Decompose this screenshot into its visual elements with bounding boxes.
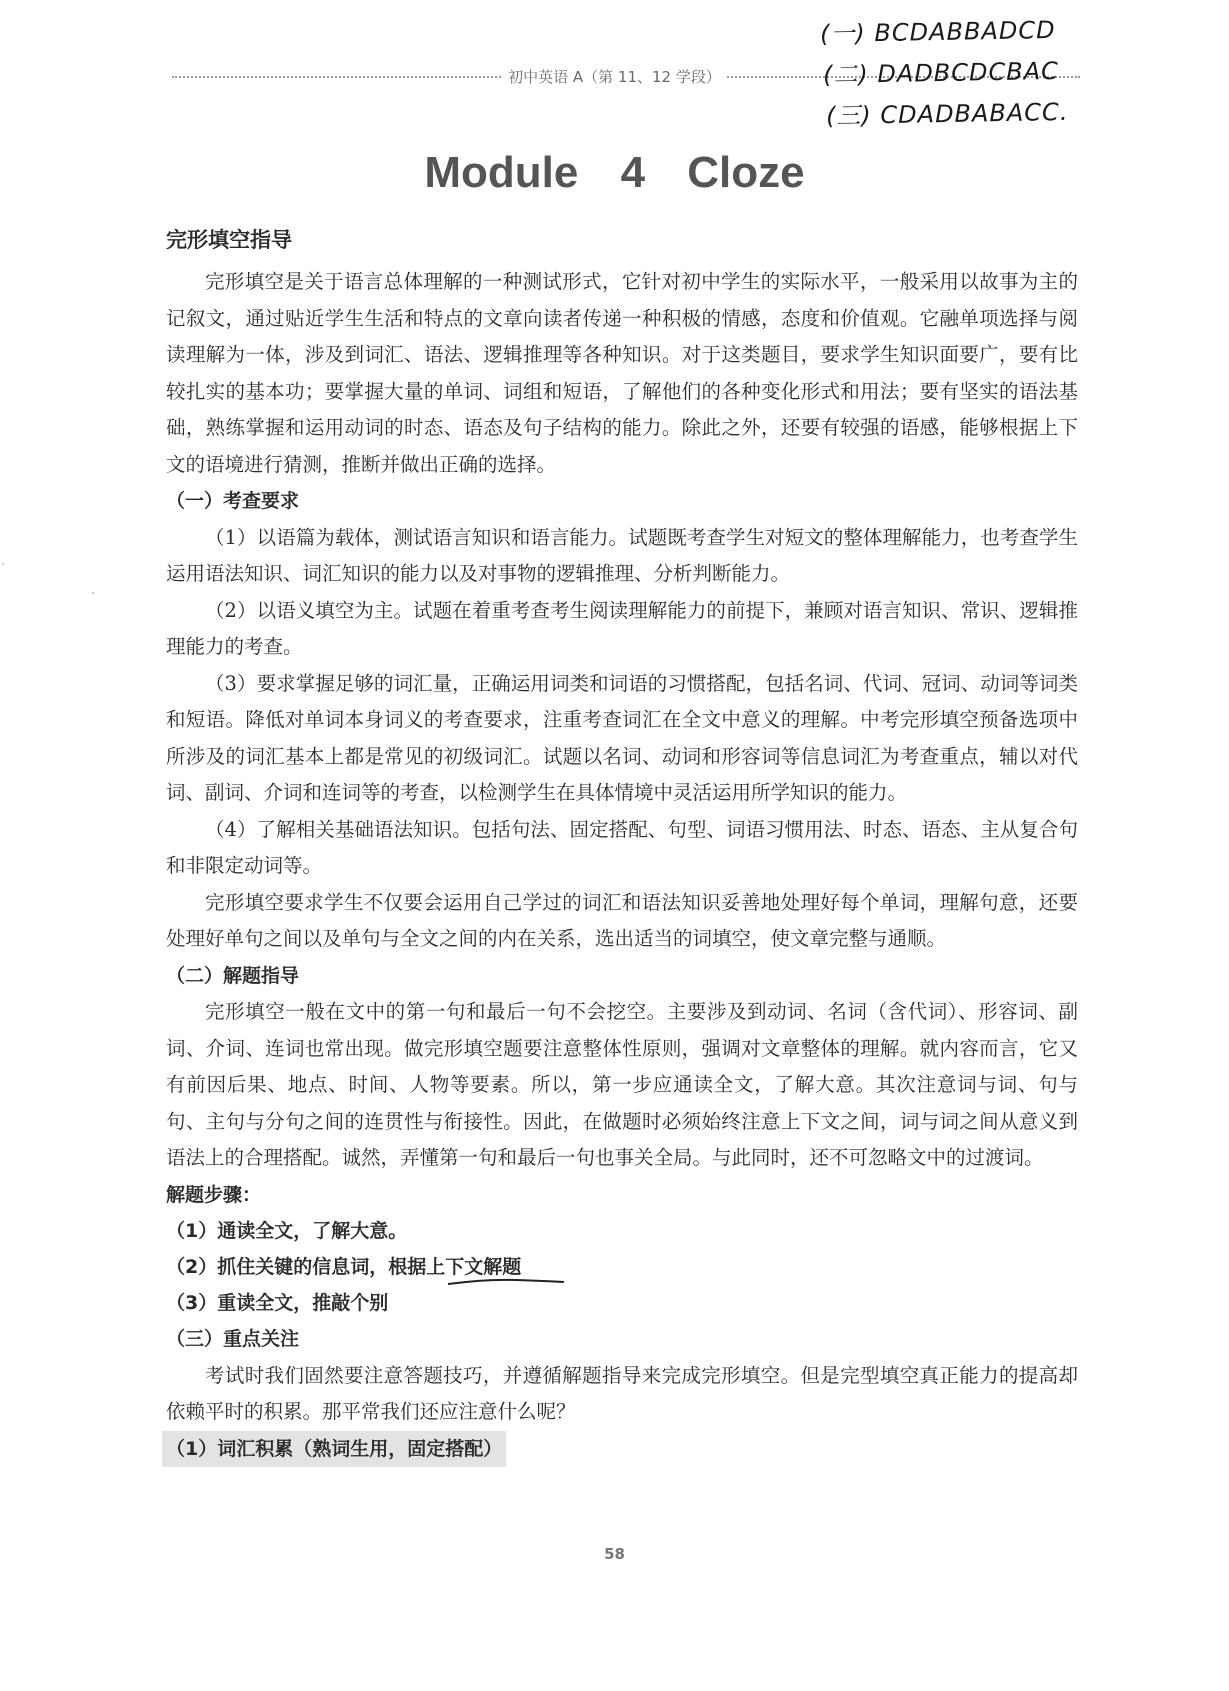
section1-item-1: （1）以语篇为载体，测试语言知识和语言能力。试题既考查学生对短文的整体理解能力，也考查学生运用语法知识、词汇知识的能力以及对事物的逻辑推理、分析判断能力。 [166, 525, 1078, 585]
scan-speck [2, 563, 4, 565]
step-2: （2）抓住关键的信息词，根据上下文解题 [166, 1256, 522, 1278]
highlight-item-row [166, 1431, 1078, 1467]
main-content [166, 224, 1078, 1467]
section1-item-4: （4）了解相关基础语法知识。包括句法、固定搭配、句型、词语习惯用法、时态、语态、主从复合句和非限定动词等。 [166, 817, 1078, 877]
section2-paragraph: 完形填空一般在文中的第一句和最后一句不会挖空。主要涉及到动词、名词（含代词）、形容词、副词、介词、连词也常出现。做完形填空题要注意整体性原则，强调对文章整体的理解。就内容而言，它又有前因后果、地点、时间、人物等要素。所以，第一步应通读全文，了解大意。其次注意词与词、句与句、主句与分句之间的连贯性与衔接性。因此，在做题时必须始终注意上下文之间，词与词之间从意义到语法上的合理搭配。诚然，弄懂第一句和最后一句也事关全局。与此同时，还不可忽略文中的过渡词。 [166, 1000, 1078, 1169]
handwritten-answer-line-3: (三) CDADBABACC. [825, 97, 1069, 131]
steps-heading: 解题步骤： [166, 1183, 262, 1206]
scan-speck [92, 592, 94, 594]
page-title: Module 4 Cloze [424, 148, 805, 197]
step-3: （3）重读全文，推敲个别 [166, 1292, 389, 1314]
guide-heading: 完形填空指导 [166, 228, 292, 252]
section1-item-2: （2）以语义填空为主。试题在着重考查考生阅读理解能力的前提下，兼顾对语言知识、常识、逻辑推理能力的考查。 [166, 598, 1078, 658]
step-2-container [166, 1249, 1078, 1285]
section3-heading: （三）重点关注 [166, 1328, 300, 1350]
highlighted-vocab-item: （1）词汇积累（熟词生用，固定搭配） [162, 1431, 506, 1467]
handwritten-answer-line-2: (二) DADBCDCBAC [822, 56, 1060, 90]
section2-heading: （二）解题指导 [166, 964, 300, 987]
step-1: （1）通读全文，了解大意。 [166, 1220, 408, 1242]
running-header-text: 初中英语 A（第 11、12 学段） [502, 68, 727, 86]
page-number: 58 [604, 1545, 625, 1563]
section1-heading: （一）考查要求 [166, 490, 300, 512]
handwritten-answer-line-1: (一) BCDABBADCD [819, 15, 1056, 49]
pen-underline-mark [446, 1277, 566, 1287]
section3-paragraph: 考试时我们固然要注意答题技巧，并遵循解题指导来完成完形填空。但是完型填空真正能力的提高却依赖平时的积累。那平常我们还应注意什么呢？ [166, 1363, 1078, 1423]
step-2-wrap [166, 1249, 521, 1285]
section1-item-3: （3）要求掌握足够的词汇量，正确运用词类和词语的习惯搭配，包括名词、代词、冠词、动词等词类和短语。降低对单词本身词义的考查要求，注重考查词汇在全文中意义的理解。中考完形填空预备选项中所涉及的词汇基本上都是常见的初级词汇。试题以名词、动词和形容词等信息词汇为考查重点，辅以对代词、副词、介词和连词等的考查，以检测学生在具体情境中灵活运用所学知识的能力。 [166, 671, 1078, 804]
intro-paragraph: 完形填空是关于语言总体理解的一种测试形式，它针对初中学生的实际水平，一般采用以故事为主的记叙文，通过贴近学生生活和特点的文章向读者传递一种积极的情感，态度和价值观。它融单项选择与阅读理解为一体，涉及到词汇、语法、逻辑推理等各种知识。对于这类题目，要求学生知识面要广，要有比较扎实的基本功；要掌握大量的单词、词组和短语，了解他们的各种变化形式和用法；要有坚实的语法基础，熟练掌握和运用动词的时态、语态及句子结构的能力。除此之外，还要有较强的语感，能够根据上下文的语境进行猜测，推断并做出正确的选择。 [166, 270, 1078, 476]
section1-summary: 完形填空要求学生不仅要会运用自己学过的词汇和语法知识妥善地处理好每个单词，理解句意，还要处理好单句之间以及单句与全文之间的内在关系，选出适当的词填空，使文章完整与通顺。 [166, 890, 1078, 950]
